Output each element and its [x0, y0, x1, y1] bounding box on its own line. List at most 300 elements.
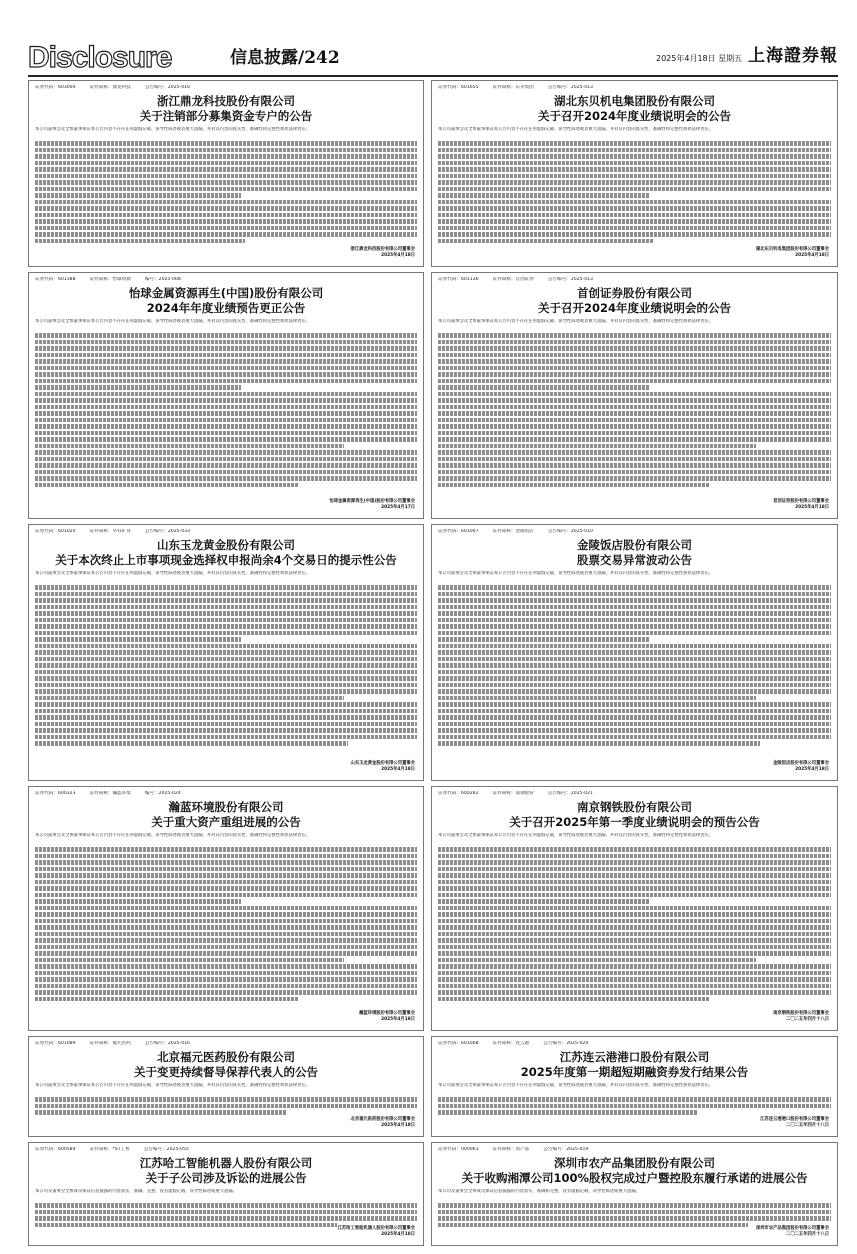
text-line	[35, 154, 417, 159]
text-line	[438, 219, 831, 224]
section-title: 信息披露/242	[230, 48, 340, 68]
text-line	[35, 618, 417, 623]
text-line	[438, 964, 831, 969]
text-line	[35, 366, 417, 371]
text-line	[438, 696, 756, 701]
stock-abbr: 证券简称：连云港	[492, 1041, 530, 1046]
text-line	[35, 912, 417, 917]
signature-date: 2025年4月18日	[795, 504, 829, 510]
text-line	[438, 187, 831, 192]
text-line	[438, 637, 650, 642]
text-line	[35, 663, 417, 668]
signature-date: 2025年4月18日	[381, 1231, 415, 1237]
announcement-fuyuan	[28, 1036, 424, 1137]
signature-company: 江苏连云港港口股份有限公司董事会	[760, 1117, 829, 1122]
signature-date: 二〇二五年四月十八日	[786, 1122, 829, 1128]
text-line	[35, 605, 417, 610]
text-line	[35, 906, 417, 911]
text-line	[438, 148, 831, 153]
text-line	[35, 741, 348, 746]
announcement-hanlan	[28, 786, 424, 1031]
text-line	[35, 683, 417, 688]
text-line	[35, 886, 417, 891]
text-line	[35, 1203, 417, 1208]
disclaimer-text: 本公司董事会及全体董事保证本公告内容不存在任何虚假记载、误导性陈述或者重大遗漏，并对其内容的真实性、准确性和完整性承担法律责任。	[35, 127, 310, 132]
text-line	[35, 359, 417, 364]
text-line	[438, 161, 831, 166]
text-line	[438, 180, 831, 185]
text-line	[438, 663, 831, 668]
stock-code: 证券代码：000061	[438, 1147, 479, 1152]
announcement-hagong	[28, 1142, 424, 1246]
text-line	[438, 405, 831, 410]
announcement-nangang	[431, 786, 838, 1031]
stock-code: 证券代码：601007	[438, 529, 479, 534]
text-line	[438, 702, 831, 707]
stock-no: 公告编号：2025-016	[144, 1041, 190, 1046]
stock-code: 证券代码：601089	[35, 1041, 76, 1046]
signature-company: 浙江鼎龙科技股份有限公司董事会	[350, 247, 415, 252]
header-rule	[28, 75, 838, 77]
text-line	[35, 722, 417, 727]
text-line	[35, 984, 417, 989]
company-name: 怡球金属资源再生(中国)股份有限公司	[128, 286, 324, 300]
body-text	[438, 847, 831, 1014]
disclaimer-text: 本公司董事会及全体董事保证本公告内容不存在任何虚假记载、误导性陈述或者重大遗漏，并对其内容的真实性、准确性和完整性承担法律责任。	[35, 833, 310, 838]
text-line	[35, 1216, 417, 1221]
text-line	[438, 483, 709, 488]
text-line	[35, 592, 417, 597]
text-line	[35, 239, 245, 244]
stock-no: 公告编号：2025-019	[543, 1147, 589, 1152]
disclaimer-text: 本公司及董事会全体成员保证信息披露的内容真实、准确和完整，没有虚假记载、误导性陈述或重大遗漏。	[438, 1189, 640, 1194]
text-line	[438, 971, 831, 976]
text-line	[35, 938, 417, 943]
announcement-title: 关于变更持续督导保荐代表人的公告	[134, 1065, 318, 1079]
announcement-title: 关于召开2025年第一季度业绩说明会的预告公告	[509, 815, 760, 829]
signature-block	[773, 499, 829, 510]
signature-date: 2025年4月18日	[795, 766, 829, 772]
text-line	[35, 379, 417, 384]
text-line	[438, 899, 650, 904]
signature-date: 2025年4月18日	[381, 766, 415, 772]
text-line	[438, 353, 831, 358]
text-line	[35, 964, 417, 969]
text-line	[438, 226, 831, 231]
text-line	[438, 1097, 831, 1102]
text-line	[35, 411, 417, 416]
text-line	[35, 385, 241, 390]
text-line	[438, 945, 831, 950]
text-line	[35, 180, 417, 185]
body-text	[438, 333, 831, 502]
stock-no: 公告编号：2025-013	[547, 85, 593, 90]
text-line	[438, 728, 831, 733]
announcement-meta	[438, 791, 831, 797]
text-line	[35, 206, 417, 211]
text-line	[35, 631, 417, 636]
text-line	[35, 670, 417, 675]
text-line	[438, 854, 831, 859]
signature-company: 江苏哈工智能机器人股份有限公司董事会	[337, 1226, 415, 1231]
text-line	[438, 867, 831, 872]
text-line	[438, 437, 831, 442]
text-line	[35, 398, 417, 403]
company-name: 北京福元医药股份有限公司	[157, 1050, 295, 1064]
text-line	[35, 585, 417, 590]
text-line	[438, 644, 831, 649]
text-line	[438, 893, 831, 898]
announcement-shouchuang	[431, 272, 838, 519]
stock-code: 证券代码：601008	[438, 1041, 479, 1046]
text-line	[35, 213, 417, 218]
brand-logo: Disclosure	[28, 41, 172, 74]
text-line	[438, 676, 831, 681]
stock-abbr: 证券简称：首创证券	[492, 277, 534, 282]
text-line	[438, 611, 831, 616]
text-line	[438, 206, 831, 211]
issue-date: 2025年4月18日 星期五	[656, 54, 743, 63]
text-line	[438, 605, 831, 610]
signature-company: 南京钢铁股份有限公司董事会	[773, 1011, 829, 1016]
text-line	[35, 470, 417, 475]
announcement-meta	[438, 85, 831, 91]
text-line	[35, 932, 417, 937]
announcement-title: 关于子公司涉及诉讼的进展公告	[145, 1171, 307, 1185]
stock-code: 证券代码：600323	[35, 791, 76, 796]
text-line	[438, 213, 831, 218]
signature-block	[773, 1011, 829, 1022]
text-line	[438, 366, 831, 371]
disclaimer-text: 本公司董事会及全体董事保证本公告内容不存在任何虚假记载、误导性陈述或者重大遗漏，并对其内容的真实性、准确性和完整性承担法律责任。	[438, 319, 713, 324]
company-name: 首创证券股份有限公司	[577, 286, 692, 300]
company-name: 深圳市农产品集团股份有限公司	[554, 1156, 715, 1170]
announcement-meta	[438, 529, 831, 535]
text-line	[438, 372, 831, 377]
text-line	[438, 1104, 831, 1109]
text-line	[35, 971, 417, 976]
text-line	[35, 372, 417, 377]
signature-date: 二〇二五年四月十八日	[786, 1016, 829, 1022]
text-line	[438, 463, 831, 468]
stock-no: 公告编号：2025-055	[143, 1147, 189, 1152]
text-line	[438, 873, 831, 878]
text-line	[35, 873, 417, 878]
text-line	[35, 735, 417, 740]
text-line	[35, 644, 417, 649]
signature-company: 深圳市农产品集团股份有限公司董事会	[755, 1226, 829, 1231]
text-line	[438, 385, 650, 390]
text-line	[35, 161, 417, 166]
stock-code: 证券代码：603004	[35, 85, 76, 90]
stock-no: 公告编号：2025-033	[144, 529, 190, 534]
text-line	[438, 709, 831, 714]
text-line	[438, 333, 831, 338]
announcement-title: 关于召开2024年度业绩说明会的公告	[537, 109, 731, 123]
text-line	[35, 457, 417, 462]
text-line	[438, 346, 831, 351]
text-line	[438, 925, 831, 930]
text-line	[438, 424, 831, 429]
text-line	[35, 1104, 417, 1109]
signature-date: 2025年4月18日	[381, 1122, 415, 1128]
stock-no: 公告编号：2025-020	[543, 1041, 589, 1046]
text-line	[438, 741, 760, 746]
text-line	[35, 847, 417, 852]
text-line	[438, 735, 831, 740]
announcement-meta	[35, 85, 417, 91]
text-line	[35, 167, 417, 172]
disclaimer-text: 本公司董事会及全体董事保证本公告内容不存在任何虚假记载、误导性陈述或者重大遗漏，并对其内容的真实性、准确性和完整性承担法律责任。	[438, 127, 713, 132]
announcement-title: 关于收购湘潭公司100%股权完成过户暨控股东履行承诺的进展公告	[461, 1171, 808, 1185]
stock-no: 公告编号：2025-013	[547, 277, 593, 282]
text-line	[438, 379, 831, 384]
signature-block	[773, 761, 829, 772]
page-header	[28, 41, 838, 74]
signature-company: 北京福元医药股份有限公司董事会	[350, 1117, 415, 1122]
text-line	[35, 624, 417, 629]
text-line	[438, 990, 831, 995]
stock-abbr: 证券简称：华钰矿业	[89, 529, 131, 534]
text-line	[438, 1216, 831, 1221]
text-line	[35, 977, 417, 982]
text-line	[35, 483, 299, 488]
text-line	[35, 193, 241, 198]
text-line	[35, 899, 241, 904]
newspaper-name: 上海證券報	[748, 46, 838, 66]
announcement-meta	[438, 277, 831, 283]
text-line	[35, 925, 417, 930]
text-line	[35, 702, 417, 707]
text-line	[35, 476, 417, 481]
stock-code: 证券代码：601136	[438, 277, 479, 282]
text-line	[35, 219, 417, 224]
body-text	[438, 585, 831, 764]
signature-block	[756, 247, 829, 258]
stock-abbr: 证券简称：鼎龙科技	[89, 85, 131, 90]
text-line	[438, 1110, 697, 1115]
text-line	[438, 398, 831, 403]
signature-block	[351, 247, 415, 258]
announcement-nongchanpin	[431, 1142, 838, 1246]
announcement-meta	[35, 529, 417, 535]
text-line	[438, 631, 831, 636]
text-line	[438, 470, 831, 475]
text-line	[35, 1097, 417, 1102]
text-line	[438, 392, 831, 397]
text-line	[35, 951, 417, 956]
company-name: 湖北东贝机电集团股份有限公司	[554, 94, 715, 108]
signature-company: 金陵饭店股份有限公司董事会	[773, 761, 829, 766]
text-line	[438, 167, 831, 172]
text-line	[438, 154, 831, 159]
disclaimer-text: 本公司董事会及全体董事保证本公告内容不存在任何虚假记载、误导性陈述或者重大遗漏，并对其内容的真实性、准确性和完整性承担法律责任。	[438, 571, 713, 576]
stock-abbr: 证券简称：东贝集团	[492, 85, 534, 90]
text-line	[35, 148, 417, 153]
text-line	[35, 418, 417, 423]
text-line	[438, 860, 831, 865]
text-line	[35, 200, 417, 205]
stock-abbr: 证券简称：福元医药	[89, 1041, 131, 1046]
text-line	[35, 346, 417, 351]
body-text	[35, 141, 417, 250]
text-line	[35, 867, 417, 872]
announcement-title: 关于召开2024年度业绩说明会的公告	[537, 301, 731, 315]
text-line	[35, 945, 417, 950]
stock-no: 公告编号：2025-021	[547, 791, 593, 796]
text-line	[438, 689, 831, 694]
body-text	[35, 333, 417, 502]
stock-abbr: 证券简称：农产品	[492, 1147, 530, 1152]
company-name: 江苏连云港港口股份有限公司	[559, 1050, 710, 1064]
body-text	[35, 847, 417, 1014]
text-line	[35, 657, 417, 662]
text-line	[438, 598, 831, 603]
signature-date: 2025年4月18日	[381, 252, 415, 258]
text-line	[35, 997, 299, 1002]
text-line	[35, 392, 417, 397]
stock-code: 证券代码：600584	[35, 1147, 76, 1152]
text-line	[438, 359, 831, 364]
text-line	[438, 193, 650, 198]
text-line	[438, 1203, 831, 1208]
text-line	[35, 709, 417, 714]
signature-block	[338, 1226, 415, 1237]
disclaimer-text: 本公司董事会及全体董事保证本公告内容不存在任何虚假记载、误导性陈述或者重大遗漏，并对其内容的真实性、准确性和完整性承担法律责任。	[35, 1083, 310, 1088]
text-line	[438, 1223, 748, 1228]
text-line	[35, 958, 344, 963]
announcement-jinling	[431, 524, 838, 781]
disclaimer-text: 本公司董事会及全体董事保证本公告内容不存在任何虚假记载、误导性陈述或者重大遗漏，并对其内容的真实性、准确性和完整性承担法律责任。	[35, 571, 310, 576]
text-line	[35, 715, 417, 720]
announcement-title: 关于注销部分募集资金专户的公告	[139, 109, 313, 123]
text-line	[35, 598, 417, 603]
text-line	[35, 728, 417, 733]
text-line	[438, 141, 831, 146]
signature-block	[351, 1117, 415, 1128]
signature-date: 2025年4月17日	[381, 504, 415, 510]
text-line	[35, 226, 417, 231]
text-line	[438, 444, 756, 449]
text-line	[438, 847, 831, 852]
text-line	[438, 232, 831, 237]
text-line	[35, 689, 417, 694]
text-line	[35, 880, 417, 885]
announcement-meta	[438, 1147, 831, 1153]
text-line	[438, 906, 831, 911]
text-line	[438, 624, 831, 629]
text-line	[438, 938, 831, 943]
text-line	[438, 722, 831, 727]
text-line	[35, 353, 417, 358]
stock-abbr: 证券简称：南钢股份	[492, 791, 534, 796]
announcement-dongbei	[431, 80, 838, 267]
signature-date: 2025年4月18日	[795, 252, 829, 258]
text-line	[35, 187, 417, 192]
text-line	[438, 886, 831, 891]
announcement-yulong	[28, 524, 424, 781]
text-line	[438, 431, 831, 436]
text-line	[438, 683, 831, 688]
text-line	[35, 696, 344, 701]
text-line	[35, 232, 417, 237]
text-line	[35, 174, 417, 179]
stock-no: 编号：2025-008	[144, 277, 181, 282]
signature-block	[329, 499, 415, 510]
text-line	[35, 919, 417, 924]
text-line	[438, 880, 831, 885]
text-line	[438, 239, 654, 244]
announcement-dinglong	[28, 80, 424, 267]
signature-company: 怡球金属资源再生(中国)股份有限公司董事会	[329, 499, 415, 504]
signature-block	[756, 1226, 829, 1237]
signature-block	[359, 1011, 415, 1022]
text-line	[35, 1210, 417, 1215]
text-line	[438, 476, 831, 481]
text-line	[438, 951, 831, 956]
text-line	[438, 450, 831, 455]
signature-company: 瀚蓝环境股份有限公司董事会	[359, 1011, 415, 1016]
announcement-yiqiu	[28, 272, 424, 519]
announcement-meta	[35, 791, 417, 797]
announcement-title: 2024年年度业绩预告更正公告	[146, 301, 306, 315]
text-line	[438, 340, 831, 345]
text-line	[35, 340, 417, 345]
text-line	[438, 200, 831, 205]
stock-code: 证券代码：601655	[438, 85, 479, 90]
text-line	[438, 585, 831, 590]
text-line	[438, 919, 831, 924]
text-line	[35, 637, 241, 642]
disclaimer-text: 本公司董事会及全体董事保证本公告内容不存在任何虚假记载、误导性陈述或者重大遗漏，并对其内容的真实性、准确性和完整性承担法律责任。	[438, 833, 713, 838]
signature-block	[351, 761, 415, 772]
announcement-meta	[35, 1041, 417, 1047]
text-line	[438, 912, 831, 917]
text-line	[438, 618, 831, 623]
text-line	[35, 450, 417, 455]
disclaimer-text: 本公司及董事会全体成员保证信息披露的内容真实、准确、完整，没有虚假记载、误导性陈述或重大遗漏。	[35, 1189, 237, 1194]
text-line	[35, 893, 417, 898]
announcement-meta	[35, 1147, 417, 1153]
announcement-title: 股票交易异常波动公告	[577, 553, 692, 567]
text-line	[35, 860, 417, 865]
text-line	[35, 333, 417, 338]
text-line	[438, 958, 756, 963]
company-name: 江苏哈工智能机器人股份有限公司	[139, 1156, 313, 1170]
text-line	[35, 650, 417, 655]
stock-abbr: 证券简称：金陵饭店	[492, 529, 534, 534]
text-line	[438, 1210, 831, 1215]
text-line	[438, 418, 831, 423]
stock-no: 公告编号：2025-010	[547, 529, 593, 534]
announcement-title: 关于本次终止上市事项现金选择权申报尚余4个交易日的提示性公告	[55, 553, 397, 567]
text-line	[438, 592, 831, 597]
signature-company: 首创证券股份有限公司董事会	[773, 499, 829, 504]
company-name: 浙江鼎龙科技股份有限公司	[157, 94, 295, 108]
text-line	[35, 1223, 337, 1228]
company-name: 山东玉龙黄金股份有限公司	[157, 538, 295, 552]
text-line	[35, 444, 344, 449]
signature-date: 二〇二五年四月十八日	[786, 1231, 829, 1237]
text-line	[35, 854, 417, 859]
signature-company: 山东玉龙黄金股份有限公司董事会	[350, 761, 415, 766]
text-line	[35, 676, 417, 681]
text-line	[438, 657, 831, 662]
text-line	[35, 424, 417, 429]
text-line	[35, 1110, 287, 1115]
announcement-meta	[438, 1041, 831, 1047]
text-line	[35, 463, 417, 468]
